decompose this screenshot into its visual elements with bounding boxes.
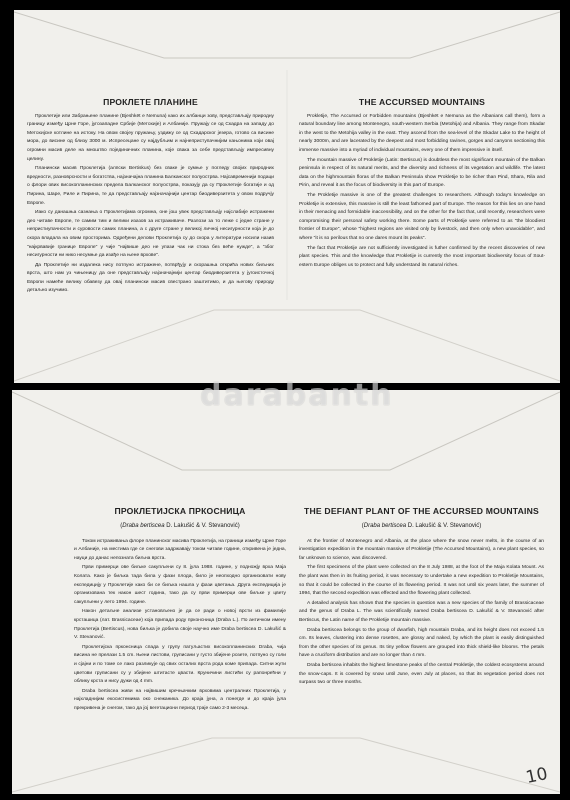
paragraph: A detailed analysis has shown that the species in question was a new species of the family of Brassicaceae and the genus of Draba L. The was scientifically named Draba bertiscea D. Lakušić & V. Stevanović after Bertiscus, the Latin name of the Prokletije mountain massive. — [299, 600, 544, 623]
serbian-title: ПРОКЛЕТЕ ПЛАНИНЕ — [103, 97, 198, 107]
paragraph: Први примерци ове биљке сакупљени су 8. јула 1988. године, у подножју врха Маја Колата. Како је биљка тада била у фази плода, било је неопходно организовати нову експедицију у Проклетије како би се биљка нашла у фази цветања. Друга експедиција је организована тек након шест година, тако да су први примерци ове биљке у цвету сакупљени у лето 1994. године. — [74, 565, 286, 605]
paragraph: The first specimens of the plant were collected on the 8 July 1988, at the foot of the Maja Kolata Mount. As the plant was then in its fruiting period, it was necessary to undertake a new expedition to Prokletije Mountains, so that it could be collected in the course of its flowering period. It was not until six years later, the summer of 1994, that the second expedition was effected and the flowering plant collected. — [299, 565, 544, 597]
paragraph: Иако су данашња сазнања о Проклетијама огромна, оне још увек представљају најслабије истражени део читаве Европе, те самим тим и велики изазов за истраживаче. Разлози за то леже с једне стране у непристиупачности и суровости самих планина, а с друге стране у великој личној несигурности која је до скора владала на овим просторима. Одређени делови Проклетија су до скора у литератури носили назив "најкрвавије границе Европе" у чије "највише део не упази чак ни стока без веће нужде", а "због несигурности ни нико несумње да изађе на њене врхове". — [27, 210, 274, 259]
paragraph: The mountain massive of Prokletije (Latin: Bertiscus) is doubtless the most significant mountain of the Balkan peninsula in respect of its natural merits, and the diversity and richness of its vegetation and wildlife. The latest data on the highmountain floras of the Balkan Peninsula show Prokletije to be richer than Pind, Shara, Rila and Pirin, and reveal it as the focus of biodiversity in this part of Europe. — [299, 157, 545, 189]
english-title: THE ACCURSED MOUNTAINS — [358, 97, 486, 107]
serbian-text-column — [27, 98, 274, 297]
paragraph: Планински масив Проклетија (алпски Bertiskus) без сваке је сумње у погледу својих природних вредности, разноврсности и богатства, најзначајна планина Балканског полуострва. Најсавременији подаци о флори ових високопланинских предела Балканског полуострва, показују да су Проклетије богатије и од Пирина, Шаре, Риле и Пирина, те да представљају најзначајнији центар биодиверзитета у овом подручју Европе. — [27, 166, 274, 206]
paragraph: The Prokletije massive is one of the greatest challenges to researchers. Although today's knowledge on Prokletije is extensive, this massive is still the least fathomed part of Europe. The reason for this lies on one hand in their menacing and formidable inaccessibility, and on the other for the fact that, until recently, researchers were compromising their personal safety working there. Some parts of Prokletije were referred to as "the bloodiest frontier of Europe", whose "highest regions are visited only by livestock, and then only when unavoidable", and where "it is so perilous that no one dares mount its peaks". — [299, 192, 545, 241]
paragraph: Проклетијска прконсница спада у групу патуљастих високопланинских Draba, чија висина не прелази 1.5 cm. Њени листови, груписани у густо збијене розете, потпуно су голи и сјајни и по томе се лако разликује од свих осталих врста рода коме припада. Ситни жути цветови груписани су у збијене штитасте цвасти. Круничини листићи су рапонрећни у облику крста и нису дужи од 4 mm. — [74, 644, 286, 685]
envelope-back-2 — [12, 390, 560, 794]
serbian-title: ПРОКЛЕТИЈСКА ПРКОСНИЦА — [114, 506, 246, 516]
english-text-column — [299, 507, 544, 689]
paragraph: Проклетије или Забрањене планине (Bjeshkët e Nemuna) како их албанци зову, представљају природну границу између Црне Горе, југозападне Србије (Метохије) и Албаније. Пружају се од Скадра на западу до Метохијске котлине на истоку. На овом својеу пружању, уздижу се од Скадарског језера, готово са висине мора, до висине од близу 3000 м. Испресецане су најдубљим и најнеприступачнијим кањонима који овај огромни масив деле на мноштво појединачних планина, које свака за себе представљају импресивну целину. — [27, 113, 274, 162]
english-text-column — [299, 98, 545, 271]
paragraph: The fact that Prokletije are not sufficiently investigated is futher confirmed by the recent discoveries of new plant species. This and the knowledge that Prokletije is currently the most important biodiversity focus of Sout-estern Europe obliges us to protect and fully understand its natural riches. — [299, 245, 545, 268]
species-subtitle: (Draba bertiscea D. Lakušić & V. Stevanović) — [361, 522, 482, 529]
paragraph: Током истраживања флоре планинског масива Проклетија, на граници између Црне Горе и Албаније, на местима где се снегови задржавају током читаве године, откривена је једна, науци до данас непозната биљна врста. — [74, 538, 286, 561]
paragraph: Након детаљне анализе установљено је да се ради о новој врсти из фамилије крсташица (лат. Brassicaceae) која припада роду прконсница (Draba L.). По античком имену Проклетија (Bertiscus), нова биљка је добила своје научно име Draba bertiscea D. Lakušić & V. Stevanović. — [74, 609, 286, 641]
watermark: darabanth — [200, 378, 394, 413]
english-title: THE DEFIANT PLANT OF THE ACCURSED MOUNTAINS — [304, 506, 539, 516]
serbian-text-column — [74, 507, 286, 714]
envelope-back-1 — [14, 10, 560, 383]
paragraph: Prokletije, The Accursed or Forbidden mountains (Bjeshkët e Nemuna as the Albanians call them), form a natural boundary line among Montenegro, south-western Serbia (Metohija) and Albania. They range from Skadar in the west to the Metohija valley in the east. They ascend from the sea-level of the Skadar Lake to the height of nearly 3000m, and are lacerated by the deepest and most forbidding ravines, gorges and canyons sectioning this immense massive into a myriad of individual mountains, every one of them impressive in itself. — [299, 113, 545, 153]
paragraph: Draba bertiscea belongs to the group of dwarfish, high mountain Draba, and its height does not exceed 1.5 cm. Its leaves, clustering into dense rosettes, are glossy and naked, by which the plant is easily distinguished from the other species of its genus. Its tiny yellow flowers are grouped into thick shield-like blooms. The petals have a cruciform distribution and are no longer than 4 mm. — [299, 627, 544, 659]
paragraph: Draba bertiscea inhabits the highest limestone peaks of the central Prokletije, the coldest ecosystems around the snow-caps. It is covered by snow until June, even July at places, so that its vegetation period does not surpass two or three months. — [299, 662, 544, 686]
paragraph: Draba bertiscea живи на највишим кречњачким врховима централних Проклетија, у најхладнијим екосистемима око снежаника. До краја јуна, а понегде и до краја јула прекривена је снегом, тако да јој вегетациони период траје само 2-3 месеца. — [74, 688, 286, 711]
species-subtitle: (Draba bertiscea D. Lakušić & V. Stevanović) — [120, 522, 240, 529]
handwritten-number: 10 — [524, 763, 550, 789]
paragraph: Да Проклетије ни издалека нису потпуно истражене, потврђују и скорашња открића нових биљних врста, што нам уз чињеницу да оне представљају најзначајнији центар биодиверзитета у југоисточној Европи намеће велику обавезу да овај планински масив свестрано заштитимо, и да његову природу детаљно изучимо. — [27, 262, 274, 294]
paragraph: At the frontier of Montenegro and Albania, at the place where the snow never melts, in the course of an investigation expedition in the mountain massive of Prokletije (The Accursed Mountains), a new plant species, so far unknown to science, was discovered. — [299, 538, 544, 561]
